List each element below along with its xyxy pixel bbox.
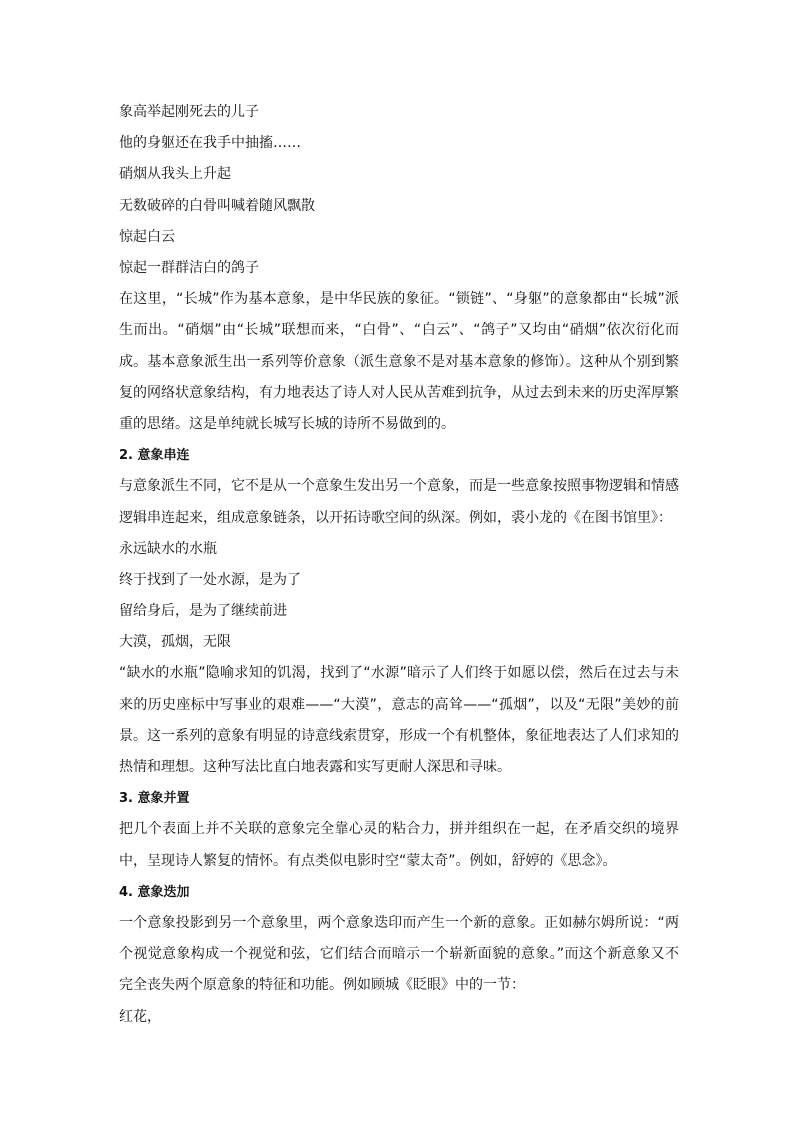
paragraph-analysis-2: “缺水的水瓶”隐喻求知的饥渴，找到了“水源”暗示了人们终于如愿以偿，然后在过去与未来的历史座标中写事业的艰难——“大漠”，意志的高耸——“孤烟”，以及“无限”美妙的前景。这一系列的意象有明显的诗意线索贯穿，形成一个有机整体，象征地表达了人们求知的热情和理想。这种写法比直白地表露和实写更耐人深思和寻味。 — [119, 665, 679, 776]
section-heading-2: 2. 意象串连 — [119, 448, 190, 464]
section-heading-3: 3. 意象并置 — [119, 791, 190, 807]
poem-line: 留给身后，是为了继续前进 — [119, 603, 287, 620]
poem-line: 红花， — [119, 1008, 161, 1025]
poem-line: 终于找到了一处水源，是为了 — [119, 571, 301, 588]
poem-line: 永远缺水的水瓶 — [119, 540, 217, 557]
paragraph-analysis-1: 在这里，“长城”作为基本意象，是中华民族的象征。“锁链”、“身躯”的意象都由“长城”派生而出。“硝烟”由“长城”联想而来，“白骨”、“白云”、“鸽子”又均由“硝烟”依次衍化而成。基本意象派生出一系列等价意象（派生意象不是对基本意象的修饰）。这种从个别到繁复的网络状意象结构，有力地表达了诗人对人民从苦难到抗争，从过去到未来的历史浑厚繁重的思绪。这是单纯就长城写长城的诗所不易做到的。 — [119, 291, 679, 432]
poem-line: 惊起一群群洁白的鸽子 — [119, 259, 259, 276]
poem-line: 象高举起刚死去的儿子 — [119, 104, 259, 120]
paragraph-intro-3: 把几个表面上并不关联的意象完全靠心灵的粘合力，拼并组织在一起，在矛盾交织的境界中，呈现诗人繁复的情怀。有点类似电影时空“蒙太奇”。例如，舒婷的《思念》。 — [119, 821, 679, 869]
poem-line: 无数破碎的白骨叫喊着随风飘散 — [119, 197, 315, 214]
section-heading-4: 4. 意象迭加 — [119, 884, 190, 900]
paragraph-intro-2: 与意象派生不同，它不是从一个意象生发出另一个意象，而是一些意象按照事物逻辑和情感逻辑串连起来，组成意象链条，以开拓诗歌空间的纵深。例如，裘小龙的《在图书馆里》： — [119, 478, 679, 526]
poem-line: 硝烟从我头上升起 — [119, 166, 231, 183]
poem-line: 大漠，孤烟，无限 — [119, 634, 231, 651]
poem-line: 他的身躯还在我手中抽搐…… — [119, 135, 301, 152]
document-body — [119, 97, 679, 1033]
paragraph-intro-4: 一个意象投影到另一个意象里，两个意象迭印而产生一个新的意象。正如赫尔姆所说：“两个视觉意象构成一个视觉和弦，它们结合而暗示一个崭新面貌的意象。”而这个新意象又不完全丧失两个原意象的特征和功能。例如顾城《眨眼》中的一节： — [119, 915, 679, 994]
poem-line: 惊起白云 — [119, 228, 175, 245]
